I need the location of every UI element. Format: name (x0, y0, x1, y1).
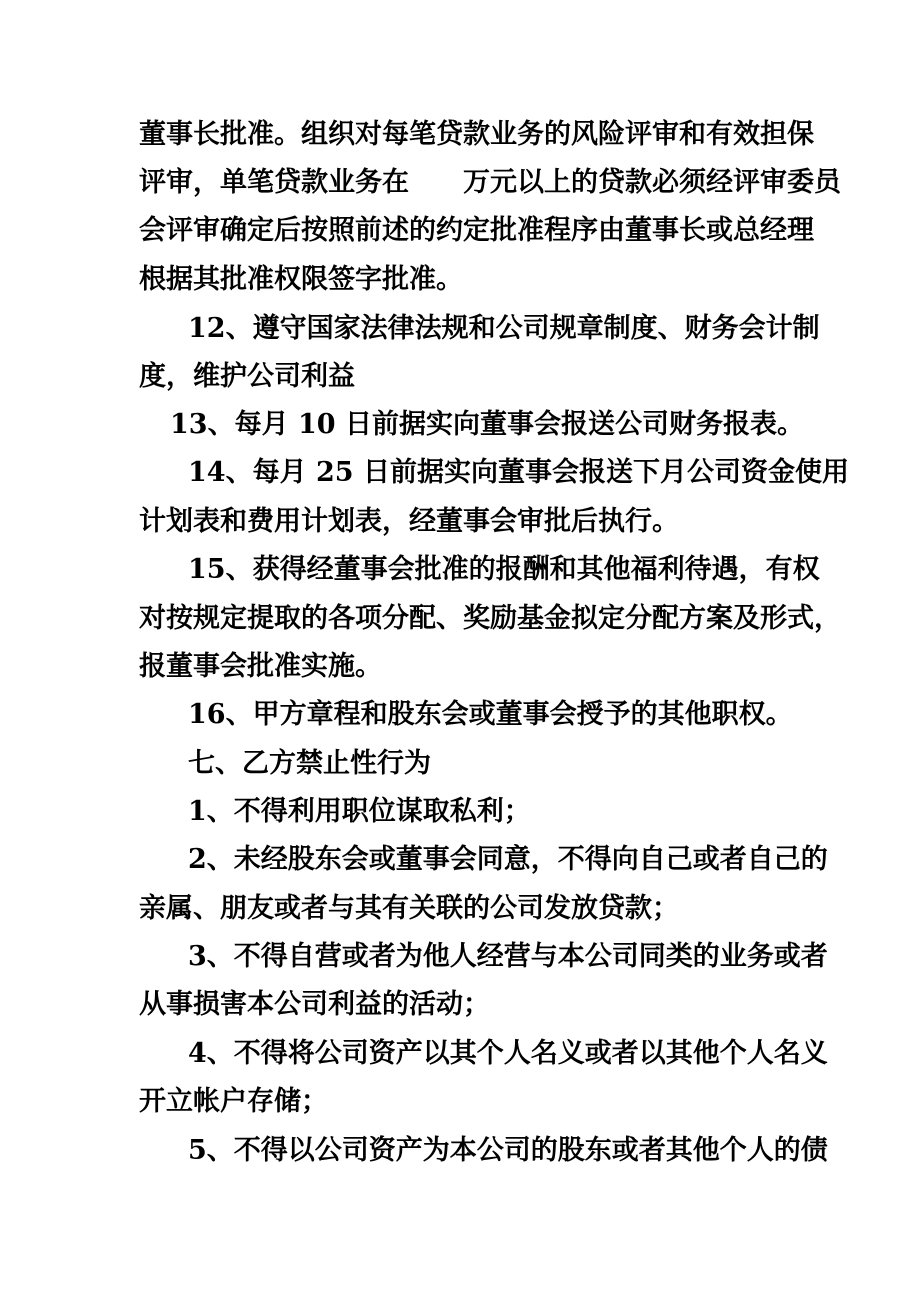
section-heading: 七、乙方禁止性行为 (188, 748, 431, 779)
text-line-1: 董事长批准。组织对每笔贷款业务的风险评审和有效担保 (139, 119, 814, 150)
text-line-17: 亲属、朋友或者与其有关联的公司发放贷款； (139, 893, 679, 924)
text-line-13: 16、甲方章程和股东会或董事会授予的其他职权。 (188, 699, 793, 730)
text-line-20: 4、不得将公司资产以其个人名义或者以其他个人名义 (188, 1038, 828, 1069)
text-line-12: 报董事会批准实施。 (139, 651, 382, 682)
text-line-15: 1、不得利用职位谋取私利； (188, 796, 531, 827)
text-line-22: 5、不得以公司资产为本公司的股东或者其他个人的债 (188, 1135, 828, 1166)
text-line-18: 3、不得自营或者为他人经营与本公司同类的业务或者 (188, 941, 828, 972)
text-line-10: 15、获得经董事会批准的报酬和其他福利待遇，有权 (188, 554, 820, 585)
text-line-8: 14、每月 25 日前据实向董事会报送下月公司资金使用 (188, 457, 849, 488)
text-line-19: 从事损害本公司利益的活动； (139, 989, 490, 1020)
text-line-7: 13、每月 10 日前据实向董事会报送公司财务报表。 (170, 409, 804, 440)
text-line-3: 会评审确定后按照前述的约定批准程序由董事长或总经理 (139, 215, 814, 246)
text-line-5: 12、遵守国家法律法规和公司规章制度、财务会计制 (188, 313, 820, 344)
text-line-2: 评审，单笔贷款业务在 万元以上的贷款必须经评审委员 (139, 167, 841, 198)
text-line-6: 度，维护公司利益 (139, 361, 355, 392)
text-line-11: 对按规定提取的各项分配、奖励基金拟定分配方案及形式， (139, 603, 841, 634)
text-line-9: 计划表和费用计划表，经董事会审批后执行。 (139, 506, 679, 537)
text-line-16: 2、未经股东会或董事会同意，不得向自己或者自己的 (188, 844, 828, 875)
text-line-4: 根据其批准权限签字批准。 (139, 264, 463, 295)
text-line-21: 开立帐户存储； (139, 1086, 328, 1117)
